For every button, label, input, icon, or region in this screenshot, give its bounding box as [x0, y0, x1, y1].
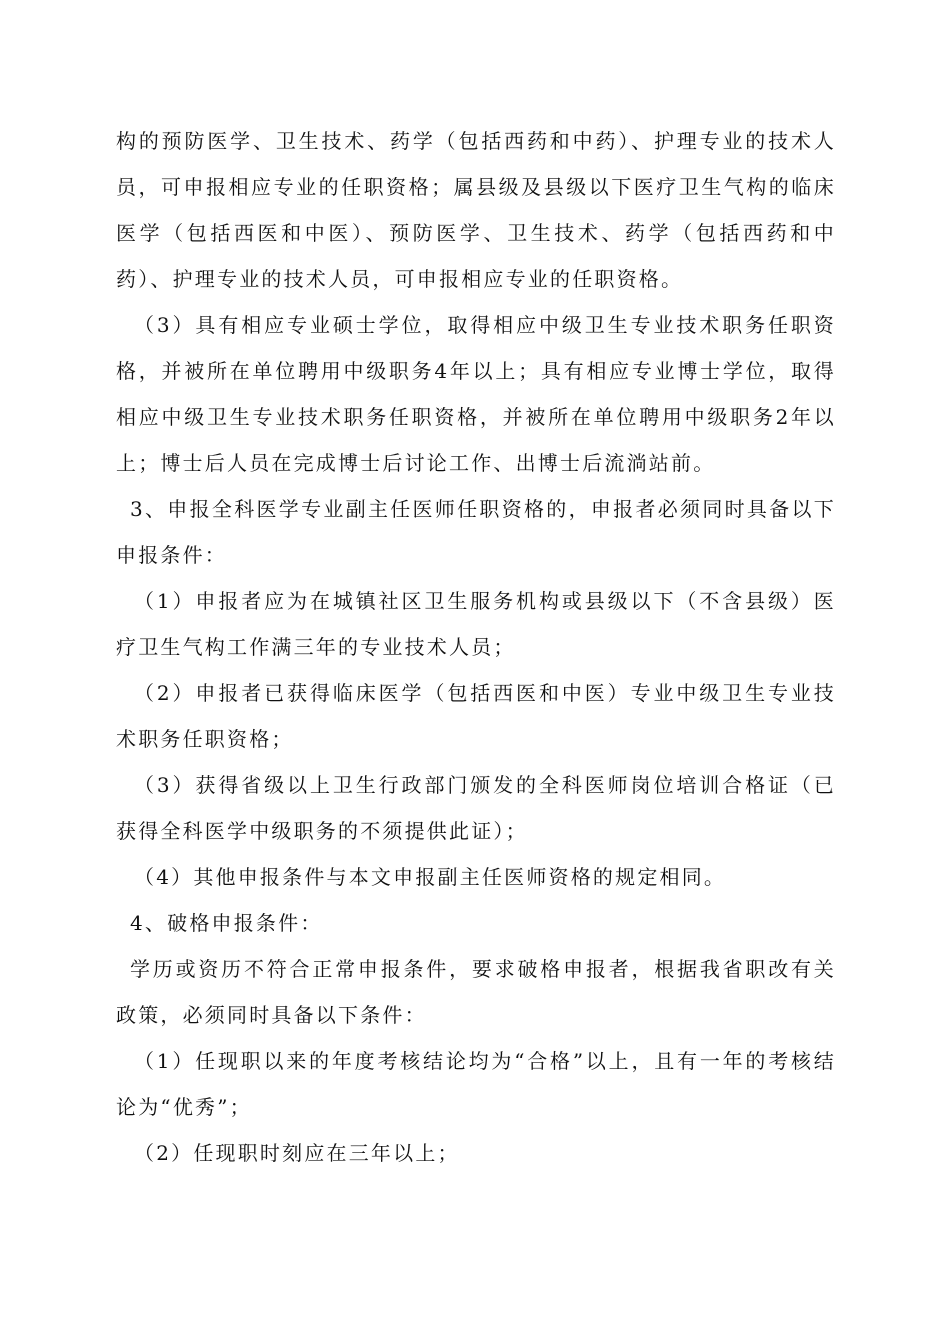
- paragraph-item-1: （1）申报者应为在城镇社区卫生服务机构或县级以下（不含县级）医疗卫生气构工作满三年的专业技术人员；: [116, 589, 836, 659]
- paragraph-item-3: （3）获得省级以上卫生行政部门颁发的全科医师岗位培训合格证（已获得全科医学中级职务的不须提供此证）；: [116, 773, 836, 843]
- document-body: [116, 118, 836, 1176]
- paragraph-item-4: （4）其他申报条件与本文申报副主任医师资格的规定相同。: [134, 865, 727, 889]
- paragraph-breakthrough-item-1: （1）任现职以来的年度考核结论均为“合格”以上，且有一年的考核结论为“优秀”；: [116, 1049, 836, 1119]
- paragraph-breakthrough-item-2: （2）任现职时刻应在三年以上；: [134, 1141, 460, 1165]
- paragraph-section-4: 4、破格申报条件：: [130, 911, 323, 935]
- paragraph-item-2: （2）申报者已获得临床医学（包括西医和中医）专业中级卫生专业技术职务任职资格；: [116, 681, 836, 751]
- paragraph-section-3: 3、申报全科医学专业副主任医师任职资格的，申报者必须同时具备以下申报条件：: [116, 497, 836, 567]
- paragraph-continuation: 构的预防医学、卫生技术、药学（包括西药和中药）、护理专业的技术人员，可申报相应专业的任职资格；属县级及县级以下医疗卫生气构的临床医学（包括西医和中医）、预防医学、卫生技术、药学（包括西药和中药）、护理专业的技术人员，可申报相应专业的任职资格。: [116, 129, 836, 291]
- paragraph-item-3-degree: （3）具有相应专业硕士学位，取得相应中级卫生专业技术职务任职资格，并被所在单位聘用中级职务4年以上；具有相应专业博士学位，取得相应中级卫生专业技术职务任职资格，并被所在单位聘用中级职务2年以上；博士后人员在完成博士后讨论工作、出博士后流淌站前。: [116, 313, 836, 475]
- paragraph-intro: 学历或资历不符合正常申报条件，要求破格申报者，根据我省职改有关政策，必须同时具备以下条件：: [116, 957, 836, 1027]
